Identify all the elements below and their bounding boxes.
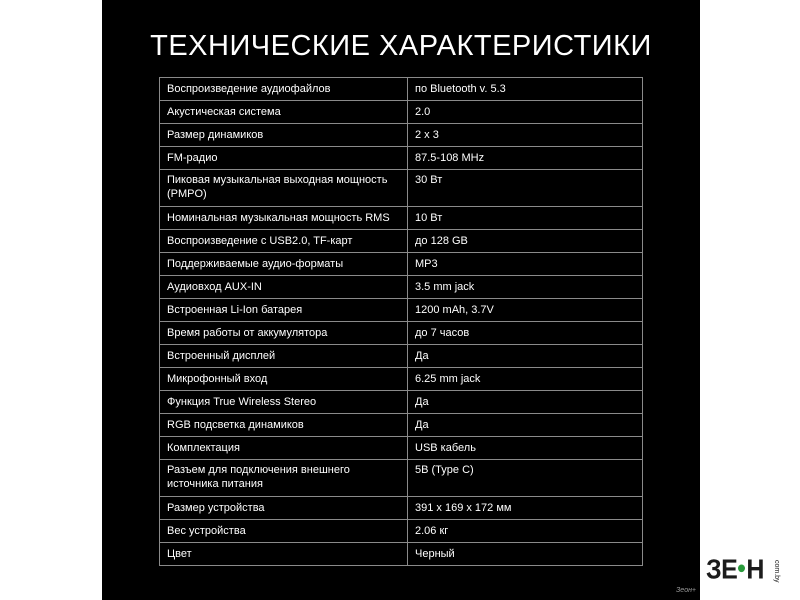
table-row	[160, 101, 643, 124]
table-row	[160, 253, 643, 276]
spec-value: MP3	[408, 253, 643, 276]
spec-name: Время работы от аккумулятора	[160, 322, 408, 345]
store-logo	[706, 555, 764, 587]
table-row	[160, 391, 643, 414]
spec-name: Воспроизведение с USB2.0, TF-карт	[160, 230, 408, 253]
spec-value: 2.0	[408, 101, 643, 124]
table-row	[160, 230, 643, 253]
page-title: ТЕХНИЧЕСКИЕ ХАРАКТЕРИСТИКИ	[150, 30, 652, 62]
spec-name: Цвет	[160, 543, 408, 566]
spec-name: Воспроизведение аудиофайлов	[160, 78, 408, 101]
spec-value: 2.06 кг	[408, 520, 643, 543]
table-row	[160, 460, 643, 497]
logo-domain: com.by	[773, 560, 780, 583]
logo-dot-icon	[738, 564, 745, 572]
spec-value: 30 Вт	[408, 170, 643, 207]
spec-name: Микрофонный вход	[160, 368, 408, 391]
table-row	[160, 124, 643, 147]
spec-name: Встроенный дисплей	[160, 345, 408, 368]
table-row	[160, 207, 643, 230]
spec-value: 6.25 mm jack	[408, 368, 643, 391]
spec-value: Черный	[408, 543, 643, 566]
spec-value: Да	[408, 414, 643, 437]
spec-name: FM-радио	[160, 147, 408, 170]
spec-value: по Bluetooth v. 5.3	[408, 78, 643, 101]
spec-value: 3.5 mm jack	[408, 276, 643, 299]
spec-name: Пиковая музыкальная выходная мощность (PMPO)	[160, 170, 408, 207]
spec-name: Аудиовход AUX-IN	[160, 276, 408, 299]
watermark: Зеон+	[676, 587, 697, 594]
spec-name: Размер динамиков	[160, 124, 408, 147]
spec-value: до 7 часов	[408, 322, 643, 345]
table-row	[160, 368, 643, 391]
spec-name: Поддерживаемые аудио-форматы	[160, 253, 408, 276]
spec-name: Вес устройства	[160, 520, 408, 543]
spec-name: Функция True Wireless Stereo	[160, 391, 408, 414]
table-row	[160, 78, 643, 101]
logo-text-left: ЗЕ	[706, 554, 738, 586]
logo-text-right: Н	[746, 554, 764, 586]
spec-name: Разъем для подключения внешнего источника питания	[160, 460, 408, 497]
table-row	[160, 543, 643, 566]
table-row	[160, 276, 643, 299]
spec-name: Номинальная музыкальная мощность RMS	[160, 207, 408, 230]
spec-value: 391 x 169 x 172 мм	[408, 497, 643, 520]
spec-value: 2 x 3	[408, 124, 643, 147]
spec-value: USB кабель	[408, 437, 643, 460]
spec-table	[159, 77, 643, 566]
table-row	[160, 520, 643, 543]
table-row	[160, 322, 643, 345]
spec-name: RGB подсветка динамиков	[160, 414, 408, 437]
spec-value: 87.5-108 MHz	[408, 147, 643, 170]
spec-name: Комплектация	[160, 437, 408, 460]
table-row	[160, 299, 643, 322]
spec-name: Акустическая система	[160, 101, 408, 124]
table-row	[160, 497, 643, 520]
table-row	[160, 437, 643, 460]
spec-value: 10 Вт	[408, 207, 643, 230]
spec-value: Да	[408, 391, 643, 414]
spec-value: 1200 mAh, 3.7V	[408, 299, 643, 322]
spec-value: 5В (Type C)	[408, 460, 643, 497]
table-row	[160, 147, 643, 170]
spec-panel	[102, 0, 700, 600]
spec-name: Встроенная Li-Ion батарея	[160, 299, 408, 322]
spec-value: до 128 GB	[408, 230, 643, 253]
table-row	[160, 170, 643, 207]
spec-name: Размер устройства	[160, 497, 408, 520]
table-row	[160, 345, 643, 368]
spec-value: Да	[408, 345, 643, 368]
table-row	[160, 414, 643, 437]
